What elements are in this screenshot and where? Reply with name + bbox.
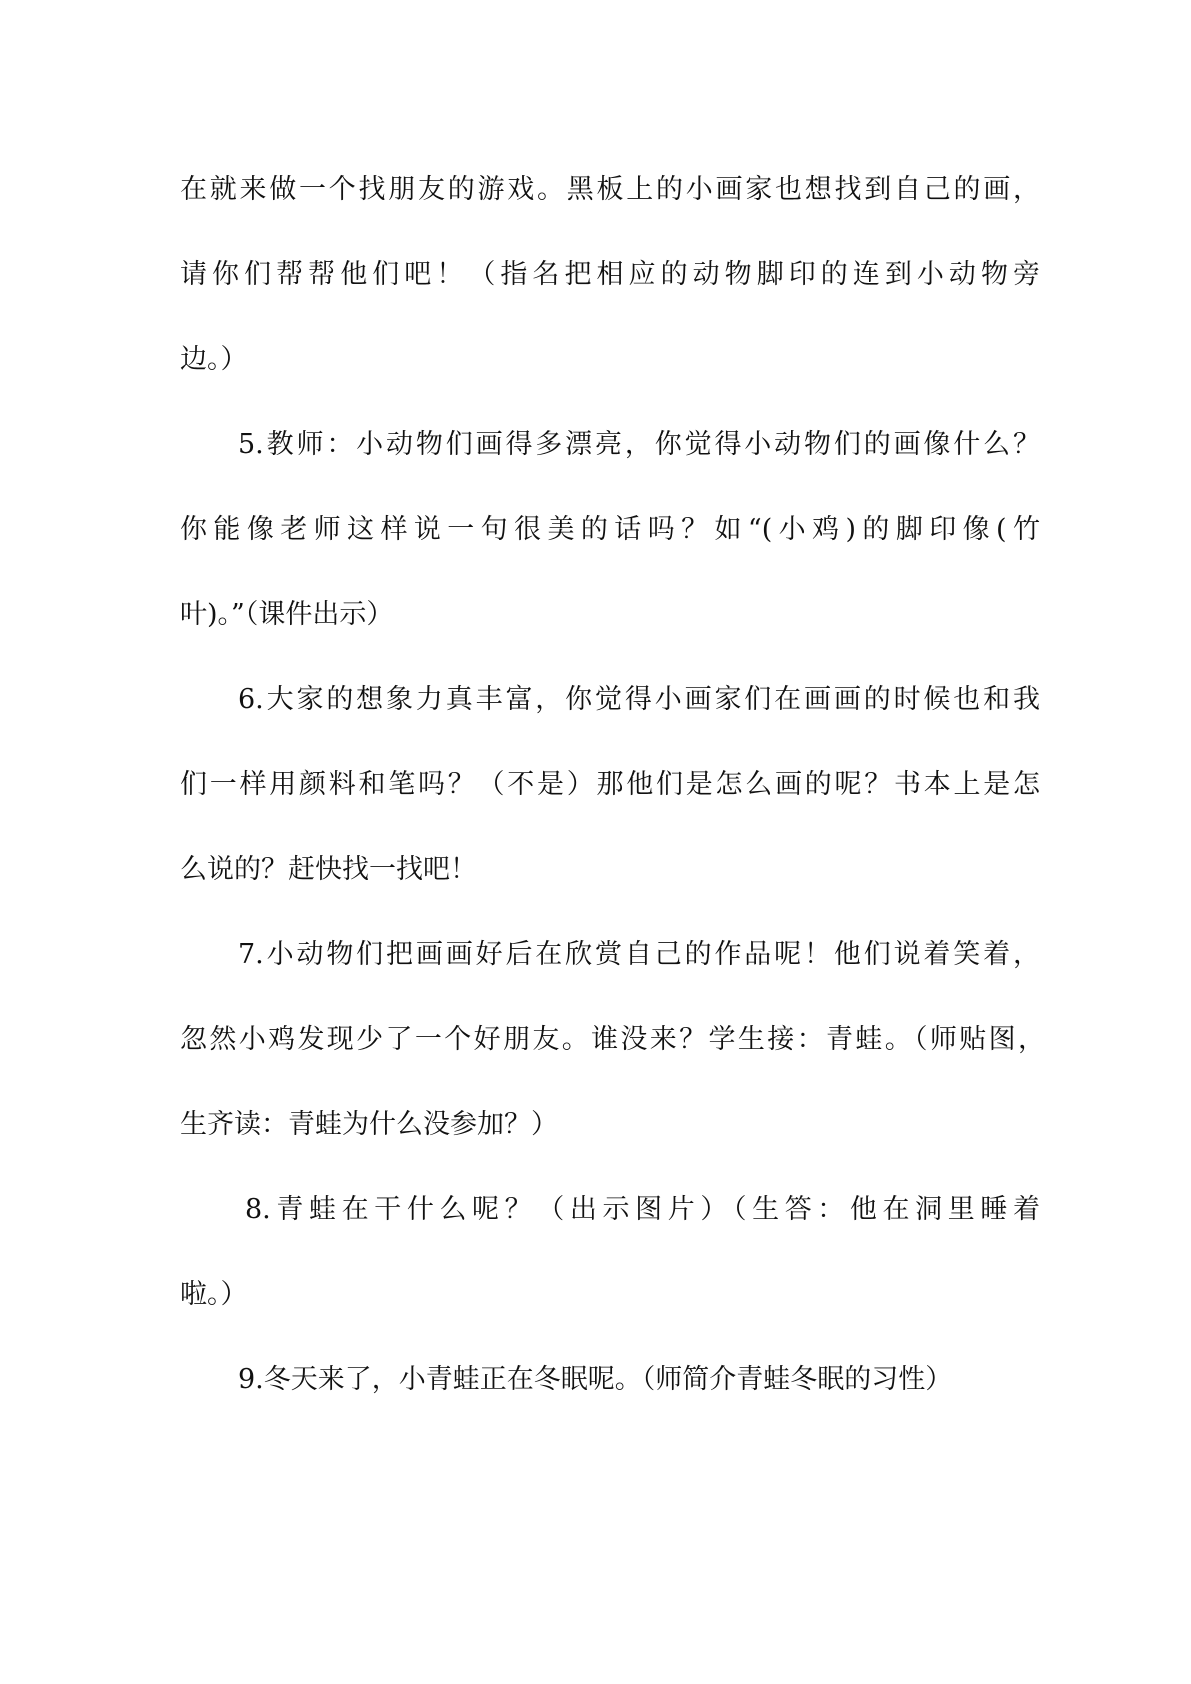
- text-line: 7.小动物们把画画好后在欣赏自己的作品呢！他们说着笑着，: [238, 939, 1040, 970]
- text-line: 9.冬天来了，小青蛙正在冬眠呢。（师简介青蛙冬眠的习性）: [238, 1364, 953, 1395]
- text-line: 8.青蛙在干什么呢？（出示图片）（生答：他在洞里睡着: [245, 1194, 1040, 1225]
- text-line: 么说的？赶快找一找吧！: [180, 854, 477, 885]
- text-line: 们一样用颜料和笔吗？（不是）那他们是怎么画的呢？书本上是怎: [180, 769, 1040, 800]
- text-line: 6.大家的想象力真丰富，你觉得小画家们在画画的时候也和我: [238, 684, 1040, 715]
- text-line: 叶)。”（课件出示）: [180, 599, 394, 630]
- text-line: 你能像老师这样说一句很美的话吗？如“(小鸡)的脚印像(竹: [180, 514, 1040, 545]
- text-line: 5.教师：小动物们画得多漂亮，你觉得小动物们的画像什么？: [238, 429, 1040, 460]
- text-line: 生齐读：青蛙为什么没参加？）: [180, 1109, 558, 1140]
- text-line: 请你们帮帮他们吧！（指名把相应的动物脚印的连到小动物旁: [180, 259, 1040, 290]
- text-line: 边。）: [180, 344, 248, 375]
- text-line: 啦。）: [180, 1279, 248, 1310]
- text-line: 忽然小鸡发现少了一个好朋友。谁没来？学生接：青蛙。（师贴图，: [180, 1024, 1045, 1055]
- text-line: 在就来做一个找朋友的游戏。黑板上的小画家也想找到自己的画，: [180, 174, 1040, 205]
